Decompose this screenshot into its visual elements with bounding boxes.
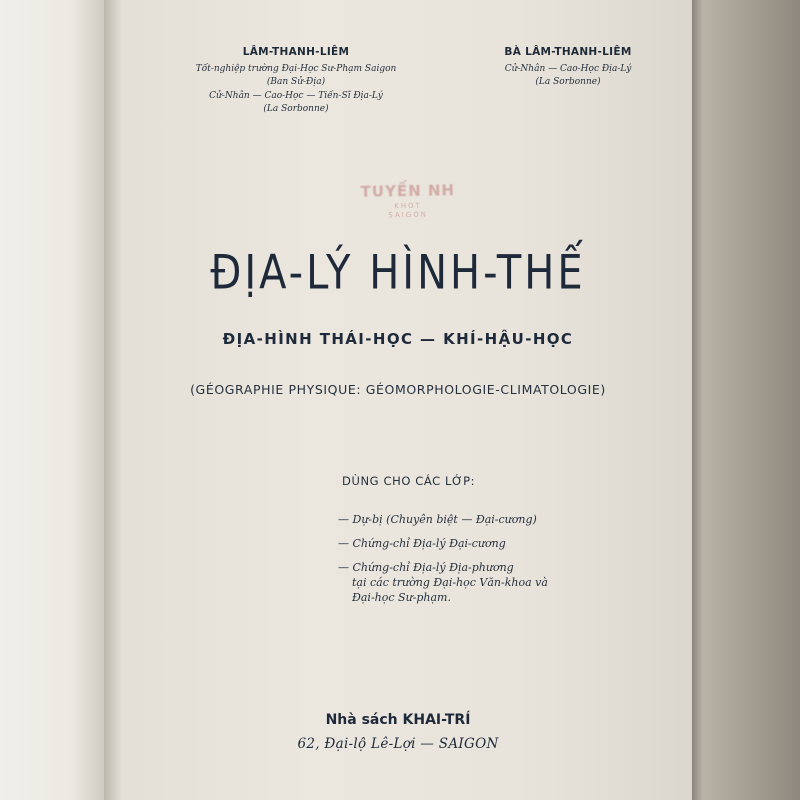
author-left-line: (Ban Sử-Địa) <box>266 77 326 87</box>
author-right-line: Cử-Nhân — Cao-Học Địa-Lý <box>504 63 632 74</box>
spine-shadow <box>104 0 122 800</box>
stamp-line: KHOT <box>394 201 422 211</box>
author-right-name: BÀ LÂM-THANH-LIÊM <box>504 46 632 58</box>
author-left <box>168 46 424 117</box>
author-left-name: LÂM-THANH-LIÊM <box>242 46 350 58</box>
author-left-line: (La Sorbonne) <box>263 104 329 114</box>
book-edge-left <box>0 0 104 800</box>
book-edge-right <box>692 0 800 800</box>
usage-item-text: — Dự-bị (Chuyên biệt — Đại-cương) <box>338 513 537 526</box>
author-left-line: Cử-Nhân — Cao-Học — Tiến-Sĩ Địa-Lý <box>209 90 383 101</box>
publisher-name: Nhà sách KHAI-TRÍ <box>325 712 471 728</box>
usage-item <box>338 536 668 551</box>
book-subtitle: ĐỊA-HÌNH THÁI-HỌC — KHÍ-HẬU-HỌC <box>222 330 574 348</box>
french-title: (GÉOGRAPHIE PHYSIQUE: GÉOMORPHOLOGIE-CLIMATOLOGIE) <box>190 382 606 397</box>
author-left-line: Tốt-nghiệp trường Đại-Học Sư-Phạm Saigon <box>195 63 397 74</box>
usage-item-text: — Chứng-chỉ Địa-lý Đại-cương <box>338 537 506 550</box>
usage-item-continuation: tại các trường Đại-học Văn-khoa và <box>352 576 548 589</box>
library-stamp <box>338 181 479 227</box>
publisher-address: 62, Đại-lộ Lê-Lợi — SAIGON <box>297 736 499 752</box>
book-title: ĐỊA-LÝ HÌNH-THẾ <box>210 245 586 301</box>
usage-heading: DÙNG CHO CÁC LỚP: <box>342 474 476 488</box>
author-right <box>488 46 648 90</box>
stamp-line: TUYẾN NH <box>360 181 456 201</box>
title-page <box>104 0 692 800</box>
usage-list <box>338 512 668 614</box>
usage-item-continuation: Đại-học Sư-phạm. <box>352 591 451 604</box>
stamp-line: SAIGON <box>388 210 429 220</box>
usage-item-text: — Chứng-chỉ Địa-lý Địa-phương <box>338 561 514 574</box>
author-right-line: (La Sorbonne) <box>535 77 601 87</box>
usage-item <box>338 560 668 605</box>
usage-item <box>338 512 668 527</box>
